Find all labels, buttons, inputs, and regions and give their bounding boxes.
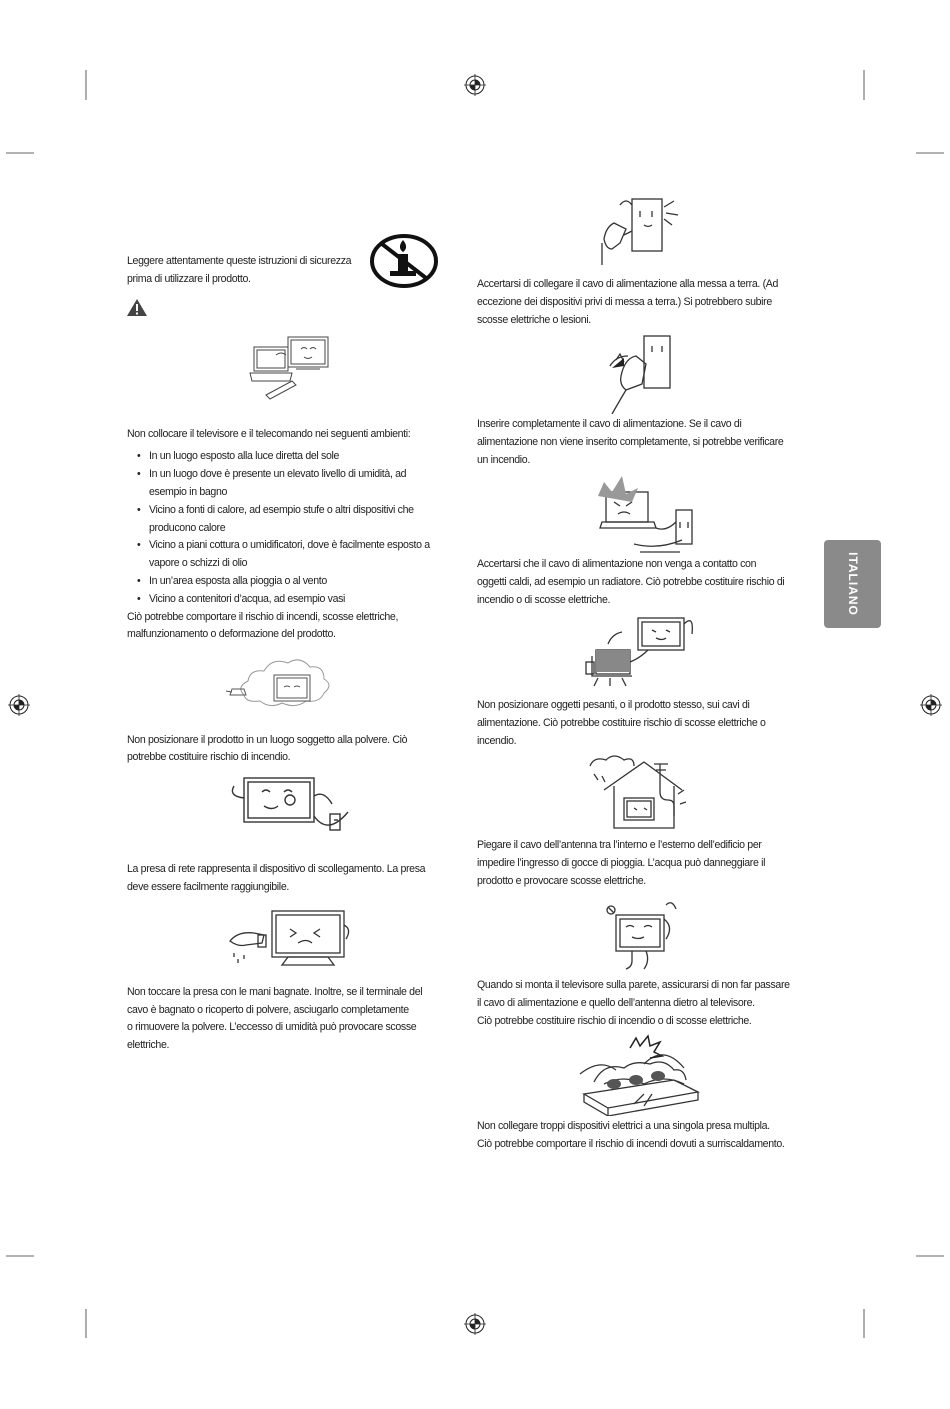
section-wet-hands-line-3: o rimuovere la polvere. L’eccesso di umidità può provocare scosse xyxy=(127,1021,417,1033)
section-wallmount-line-2: il cavo di alimentazione e quello dell’antenna dietro al televisore. xyxy=(477,997,755,1009)
language-side-tab xyxy=(824,540,881,628)
section-dust-line-2: potrebbe costituire rischio di incendio. xyxy=(127,751,291,763)
section-multiplug-line-1: Non collegare troppi dispositivi elettrici a una singola presa multipla. xyxy=(477,1120,770,1132)
overloaded-power-strip-illustration xyxy=(574,1034,706,1116)
dusty-tv-illustration xyxy=(224,655,352,717)
bullet-item: • Vicino a contenitori d’acqua, ad esempio vasi xyxy=(137,593,346,605)
bullet-text: vapore o schizzi di olio xyxy=(149,557,248,569)
section-heavy-line-2: alimentazione. Ciò potrebbe costituire rischio di scosse elettriche o xyxy=(477,717,766,729)
no-open-flame-icon xyxy=(370,234,438,288)
language-label: ITALIANO xyxy=(845,552,860,616)
heavy-object-cable-illustration xyxy=(582,612,698,692)
section-wet-hands-line-2: cavo è bagnato o ricoperto di polvere, asciugarlo completamente xyxy=(127,1004,409,1016)
bullet-item: • In un luogo dove è presente un elevato livello di umidità, ad xyxy=(137,468,407,480)
bullet-text: producono calore xyxy=(149,522,226,534)
bullet-item-continued xyxy=(149,519,225,537)
section-environment-note-1: Ciò potrebbe comportare il rischio di incendi, scosse elettriche, xyxy=(127,611,399,623)
section-ground-line-2: eccezione dei dispositivi privi di messa a terra.) Si potrebbero subire xyxy=(477,296,772,308)
section-socket-line-2: deve essere facilmente raggiungibile. xyxy=(127,881,289,893)
bullet-text: In un luogo dove è presente un elevato livello di umidità, ad xyxy=(149,468,407,480)
bullet-text: Vicino a piani cottura o umidificatori, dove è facilmente esposto a xyxy=(149,539,430,551)
section-antenna-line-2: impedire l’ingresso di gocce di pioggia. L’acqua può danneggiare il xyxy=(477,857,766,869)
bullet-item-continued xyxy=(149,554,247,572)
section-heavy-line-3: incendio. xyxy=(477,735,517,747)
grounded-outlet-illustration xyxy=(594,195,682,269)
section-wet-hands-line-1: Non toccare la presa con le mani bagnate. Inoltre, se il terminale del xyxy=(127,986,423,998)
section-multiplug-line-2: Ciò potrebbe comportare il rischio di incendi dovuti a surriscaldamento. xyxy=(477,1138,785,1150)
section-dust-line-1: Non posizionare il prodotto in un luogo soggetto alla polvere. Ciò xyxy=(127,734,408,746)
bullet-text: Vicino a contenitori d’acqua, ad esempio vasi xyxy=(149,593,346,605)
section-environment-heading: Non collocare il televisore e il telecomando nei seguenti ambienti: xyxy=(127,428,411,440)
tv-remote-sunlight-illustration xyxy=(246,333,334,401)
section-environment-note-2: malfunzionamento o deformazione del prodotto. xyxy=(127,628,336,640)
section-wallmount-line-1: Quando si monta il televisore sulla parete, assicurarsi di non far passare xyxy=(477,979,790,991)
section-socket-line-1: La presa di rete rappresenta il dispositivo di scollegamento. La presa xyxy=(127,863,426,875)
bullet-text: In un luogo esposto alla luce diretta del sole xyxy=(149,450,340,462)
bullet-item-continued xyxy=(149,483,227,501)
section-insert-line-3: un incendio. xyxy=(477,454,530,466)
registration-mark-icon xyxy=(464,74,486,96)
tv-power-plug-illustration xyxy=(228,776,352,842)
section-heat-line-1: Accertarsi che il cavo di alimentazione non venga a contatto con xyxy=(477,558,757,570)
bullet-item: • In un’area esposta alla pioggia o al vento xyxy=(137,575,327,587)
section-insert-line-1: Inserire completamente il cavo di alimentazione. Se il cavo di xyxy=(477,418,742,430)
registration-mark-icon xyxy=(8,694,30,716)
section-wallmount-line-3: Ciò potrebbe costituire rischio di incendio o di scosse elettriche. xyxy=(477,1015,752,1027)
intro-line-2: prima di utilizzare il prodotto. xyxy=(127,273,251,285)
registration-mark-icon xyxy=(920,694,942,716)
section-heavy-line-1: Non posizionare oggetti pesanti, o il prodotto stesso, sui cavi di xyxy=(477,699,750,711)
house-antenna-illustration xyxy=(584,754,694,832)
bullet-text: In un’area esposta alla pioggia o al vento xyxy=(149,575,327,587)
wet-hands-plug-illustration xyxy=(224,905,356,973)
registration-mark-icon xyxy=(464,1313,486,1335)
section-ground-line-3: scosse elettriche o lesioni. xyxy=(477,314,591,326)
heat-cable-illustration xyxy=(584,472,698,554)
section-antenna-line-3: prodotto e provocare scosse elettriche. xyxy=(477,875,646,887)
intro-line-1: Leggere attentamente queste istruzioni di sicurezza xyxy=(127,255,352,267)
section-antenna-line-1: Piegare il cavo dell’antenna tra l’interno e l’esterno dell’edificio per xyxy=(477,839,762,851)
bullet-text: Vicino a fonti di calore, ad esempio stufe o altri dispositivi che xyxy=(149,504,414,516)
wall-mount-cable-illustration xyxy=(602,897,682,971)
bullet-item: • Vicino a piani cottura o umidificatori, dove è facilmente esposto a xyxy=(137,539,430,551)
section-heat-line-3: incendio o di scosse elettriche. xyxy=(477,594,611,606)
warning-triangle-icon xyxy=(126,298,148,317)
bullet-item: • Vicino a fonti di calore, ad esempio stufe o altri dispositivi che xyxy=(137,504,414,516)
section-insert-line-2: alimentazione non viene inserito completamente, si potrebbe verificare xyxy=(477,436,784,448)
bullet-text: esempio in bagno xyxy=(149,486,228,498)
section-wet-hands-line-4: elettriche. xyxy=(127,1039,170,1051)
insert-plug-illustration xyxy=(606,332,676,414)
section-heat-line-2: oggetti caldi, ad esempio un radiatore. Ciò potrebbe costituire rischio di xyxy=(477,576,785,588)
bullet-item: • In un luogo esposto alla luce diretta del sole xyxy=(137,450,340,462)
section-ground-line-1: Accertarsi di collegare il cavo di alimentazione alla messa a terra. (Ad xyxy=(477,278,778,290)
